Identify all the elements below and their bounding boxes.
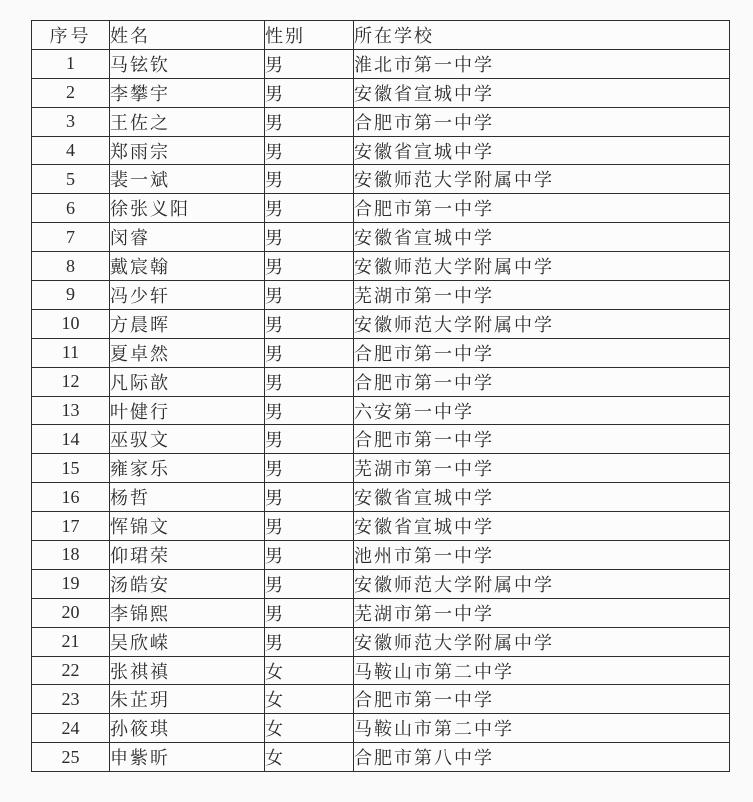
table-row bbox=[32, 194, 730, 223]
school-cell: 合肥市第一中学 bbox=[354, 107, 730, 136]
serial-cell: 22 bbox=[32, 656, 110, 685]
name-cell: 巫驭文 bbox=[110, 425, 265, 454]
name-cell: 方晨晖 bbox=[110, 309, 265, 338]
serial-cell: 6 bbox=[32, 194, 110, 223]
school-cell: 合肥市第一中学 bbox=[354, 194, 730, 223]
serial-cell: 21 bbox=[32, 627, 110, 656]
school-cell: 安徽省宣城中学 bbox=[354, 78, 730, 107]
school-cell: 安徽师范大学附属中学 bbox=[354, 309, 730, 338]
table-body bbox=[32, 49, 730, 771]
gender-cell: 男 bbox=[265, 194, 354, 223]
name-cell: 戴宸翰 bbox=[110, 252, 265, 281]
name-cell: 叶健行 bbox=[110, 396, 265, 425]
col-header-name: 姓名 bbox=[110, 21, 265, 50]
serial-cell: 7 bbox=[32, 223, 110, 252]
gender-cell: 男 bbox=[265, 107, 354, 136]
name-cell: 王佐之 bbox=[110, 107, 265, 136]
serial-cell: 8 bbox=[32, 252, 110, 281]
serial-cell: 10 bbox=[32, 309, 110, 338]
table-row bbox=[32, 367, 730, 396]
gender-cell: 男 bbox=[265, 569, 354, 598]
table-row bbox=[32, 338, 730, 367]
gender-cell: 男 bbox=[265, 309, 354, 338]
name-cell: 凡际歆 bbox=[110, 367, 265, 396]
school-cell: 芜湖市第一中学 bbox=[354, 454, 730, 483]
table-row bbox=[32, 281, 730, 310]
table-row bbox=[32, 598, 730, 627]
gender-cell: 男 bbox=[265, 627, 354, 656]
gender-cell: 男 bbox=[265, 136, 354, 165]
gender-cell: 男 bbox=[265, 598, 354, 627]
gender-cell: 女 bbox=[265, 714, 354, 743]
serial-cell: 13 bbox=[32, 396, 110, 425]
name-cell: 雍家乐 bbox=[110, 454, 265, 483]
table-row bbox=[32, 541, 730, 570]
gender-cell: 男 bbox=[265, 396, 354, 425]
name-cell: 马铉钦 bbox=[110, 49, 265, 78]
table-row bbox=[32, 252, 730, 281]
table-row bbox=[32, 136, 730, 165]
school-cell: 合肥市第一中学 bbox=[354, 685, 730, 714]
table-row bbox=[32, 78, 730, 107]
name-cell: 李攀宇 bbox=[110, 78, 265, 107]
school-cell: 安徽师范大学附属中学 bbox=[354, 252, 730, 281]
school-cell: 芜湖市第一中学 bbox=[354, 281, 730, 310]
gender-cell: 男 bbox=[265, 541, 354, 570]
school-cell: 安徽省宣城中学 bbox=[354, 483, 730, 512]
school-cell: 安徽师范大学附属中学 bbox=[354, 165, 730, 194]
serial-cell: 16 bbox=[32, 483, 110, 512]
serial-cell: 24 bbox=[32, 714, 110, 743]
table-row bbox=[32, 685, 730, 714]
col-header-serial: 序号 bbox=[32, 21, 110, 50]
gender-cell: 男 bbox=[265, 165, 354, 194]
table-row bbox=[32, 714, 730, 743]
gender-cell: 男 bbox=[265, 454, 354, 483]
school-cell: 安徽师范大学附属中学 bbox=[354, 569, 730, 598]
school-cell: 安徽师范大学附属中学 bbox=[354, 627, 730, 656]
col-header-gender: 性别 bbox=[265, 21, 354, 50]
serial-cell: 19 bbox=[32, 569, 110, 598]
name-cell: 孙筱琪 bbox=[110, 714, 265, 743]
serial-cell: 11 bbox=[32, 338, 110, 367]
serial-cell: 4 bbox=[32, 136, 110, 165]
gender-cell: 男 bbox=[265, 483, 354, 512]
name-cell: 徐张义阳 bbox=[110, 194, 265, 223]
serial-cell: 25 bbox=[32, 743, 110, 772]
name-cell: 李锦熙 bbox=[110, 598, 265, 627]
school-cell: 合肥市第八中学 bbox=[354, 743, 730, 772]
school-cell: 安徽省宣城中学 bbox=[354, 136, 730, 165]
col-header-school: 所在学校 bbox=[354, 21, 730, 50]
school-cell: 合肥市第一中学 bbox=[354, 338, 730, 367]
table-row bbox=[32, 569, 730, 598]
school-cell: 安徽省宣城中学 bbox=[354, 223, 730, 252]
serial-cell: 15 bbox=[32, 454, 110, 483]
serial-cell: 17 bbox=[32, 512, 110, 541]
serial-cell: 9 bbox=[32, 281, 110, 310]
name-cell: 申紫昕 bbox=[110, 743, 265, 772]
name-cell: 闵睿 bbox=[110, 223, 265, 252]
school-cell: 安徽省宣城中学 bbox=[354, 512, 730, 541]
table-row bbox=[32, 512, 730, 541]
table-row bbox=[32, 656, 730, 685]
serial-cell: 14 bbox=[32, 425, 110, 454]
gender-cell: 男 bbox=[265, 49, 354, 78]
school-cell: 合肥市第一中学 bbox=[354, 425, 730, 454]
name-cell: 郑雨宗 bbox=[110, 136, 265, 165]
serial-cell: 12 bbox=[32, 367, 110, 396]
table-row bbox=[32, 743, 730, 772]
name-cell: 汤皓安 bbox=[110, 569, 265, 598]
name-cell: 夏卓然 bbox=[110, 338, 265, 367]
name-cell: 冯少轩 bbox=[110, 281, 265, 310]
name-cell: 张祺禛 bbox=[110, 656, 265, 685]
serial-cell: 18 bbox=[32, 541, 110, 570]
gender-cell: 女 bbox=[265, 656, 354, 685]
name-cell: 吴欣嵘 bbox=[110, 627, 265, 656]
gender-cell: 男 bbox=[265, 223, 354, 252]
table-row bbox=[32, 454, 730, 483]
school-cell: 池州市第一中学 bbox=[354, 541, 730, 570]
name-cell: 杨哲 bbox=[110, 483, 265, 512]
gender-cell: 男 bbox=[265, 512, 354, 541]
serial-cell: 3 bbox=[32, 107, 110, 136]
name-cell: 恽锦文 bbox=[110, 512, 265, 541]
gender-cell: 男 bbox=[265, 252, 354, 281]
table-row bbox=[32, 223, 730, 252]
table-row bbox=[32, 396, 730, 425]
serial-cell: 1 bbox=[32, 49, 110, 78]
school-cell: 合肥市第一中学 bbox=[354, 367, 730, 396]
table-row bbox=[32, 627, 730, 656]
gender-cell: 女 bbox=[265, 743, 354, 772]
gender-cell: 男 bbox=[265, 78, 354, 107]
student-roster-table bbox=[31, 20, 730, 772]
table-row bbox=[32, 107, 730, 136]
name-cell: 仰珺荣 bbox=[110, 541, 265, 570]
gender-cell: 男 bbox=[265, 425, 354, 454]
gender-cell: 男 bbox=[265, 338, 354, 367]
table-row bbox=[32, 165, 730, 194]
serial-cell: 20 bbox=[32, 598, 110, 627]
serial-cell: 5 bbox=[32, 165, 110, 194]
table-row bbox=[32, 49, 730, 78]
header-row bbox=[32, 21, 730, 50]
table-row bbox=[32, 425, 730, 454]
school-cell: 芜湖市第一中学 bbox=[354, 598, 730, 627]
gender-cell: 女 bbox=[265, 685, 354, 714]
name-cell: 裴一斌 bbox=[110, 165, 265, 194]
table-row bbox=[32, 483, 730, 512]
name-cell: 朱芷玥 bbox=[110, 685, 265, 714]
school-cell: 马鞍山市第二中学 bbox=[354, 656, 730, 685]
gender-cell: 男 bbox=[265, 281, 354, 310]
school-cell: 六安第一中学 bbox=[354, 396, 730, 425]
school-cell: 淮北市第一中学 bbox=[354, 49, 730, 78]
serial-cell: 23 bbox=[32, 685, 110, 714]
school-cell: 马鞍山市第二中学 bbox=[354, 714, 730, 743]
table-row bbox=[32, 309, 730, 338]
serial-cell: 2 bbox=[32, 78, 110, 107]
gender-cell: 男 bbox=[265, 367, 354, 396]
